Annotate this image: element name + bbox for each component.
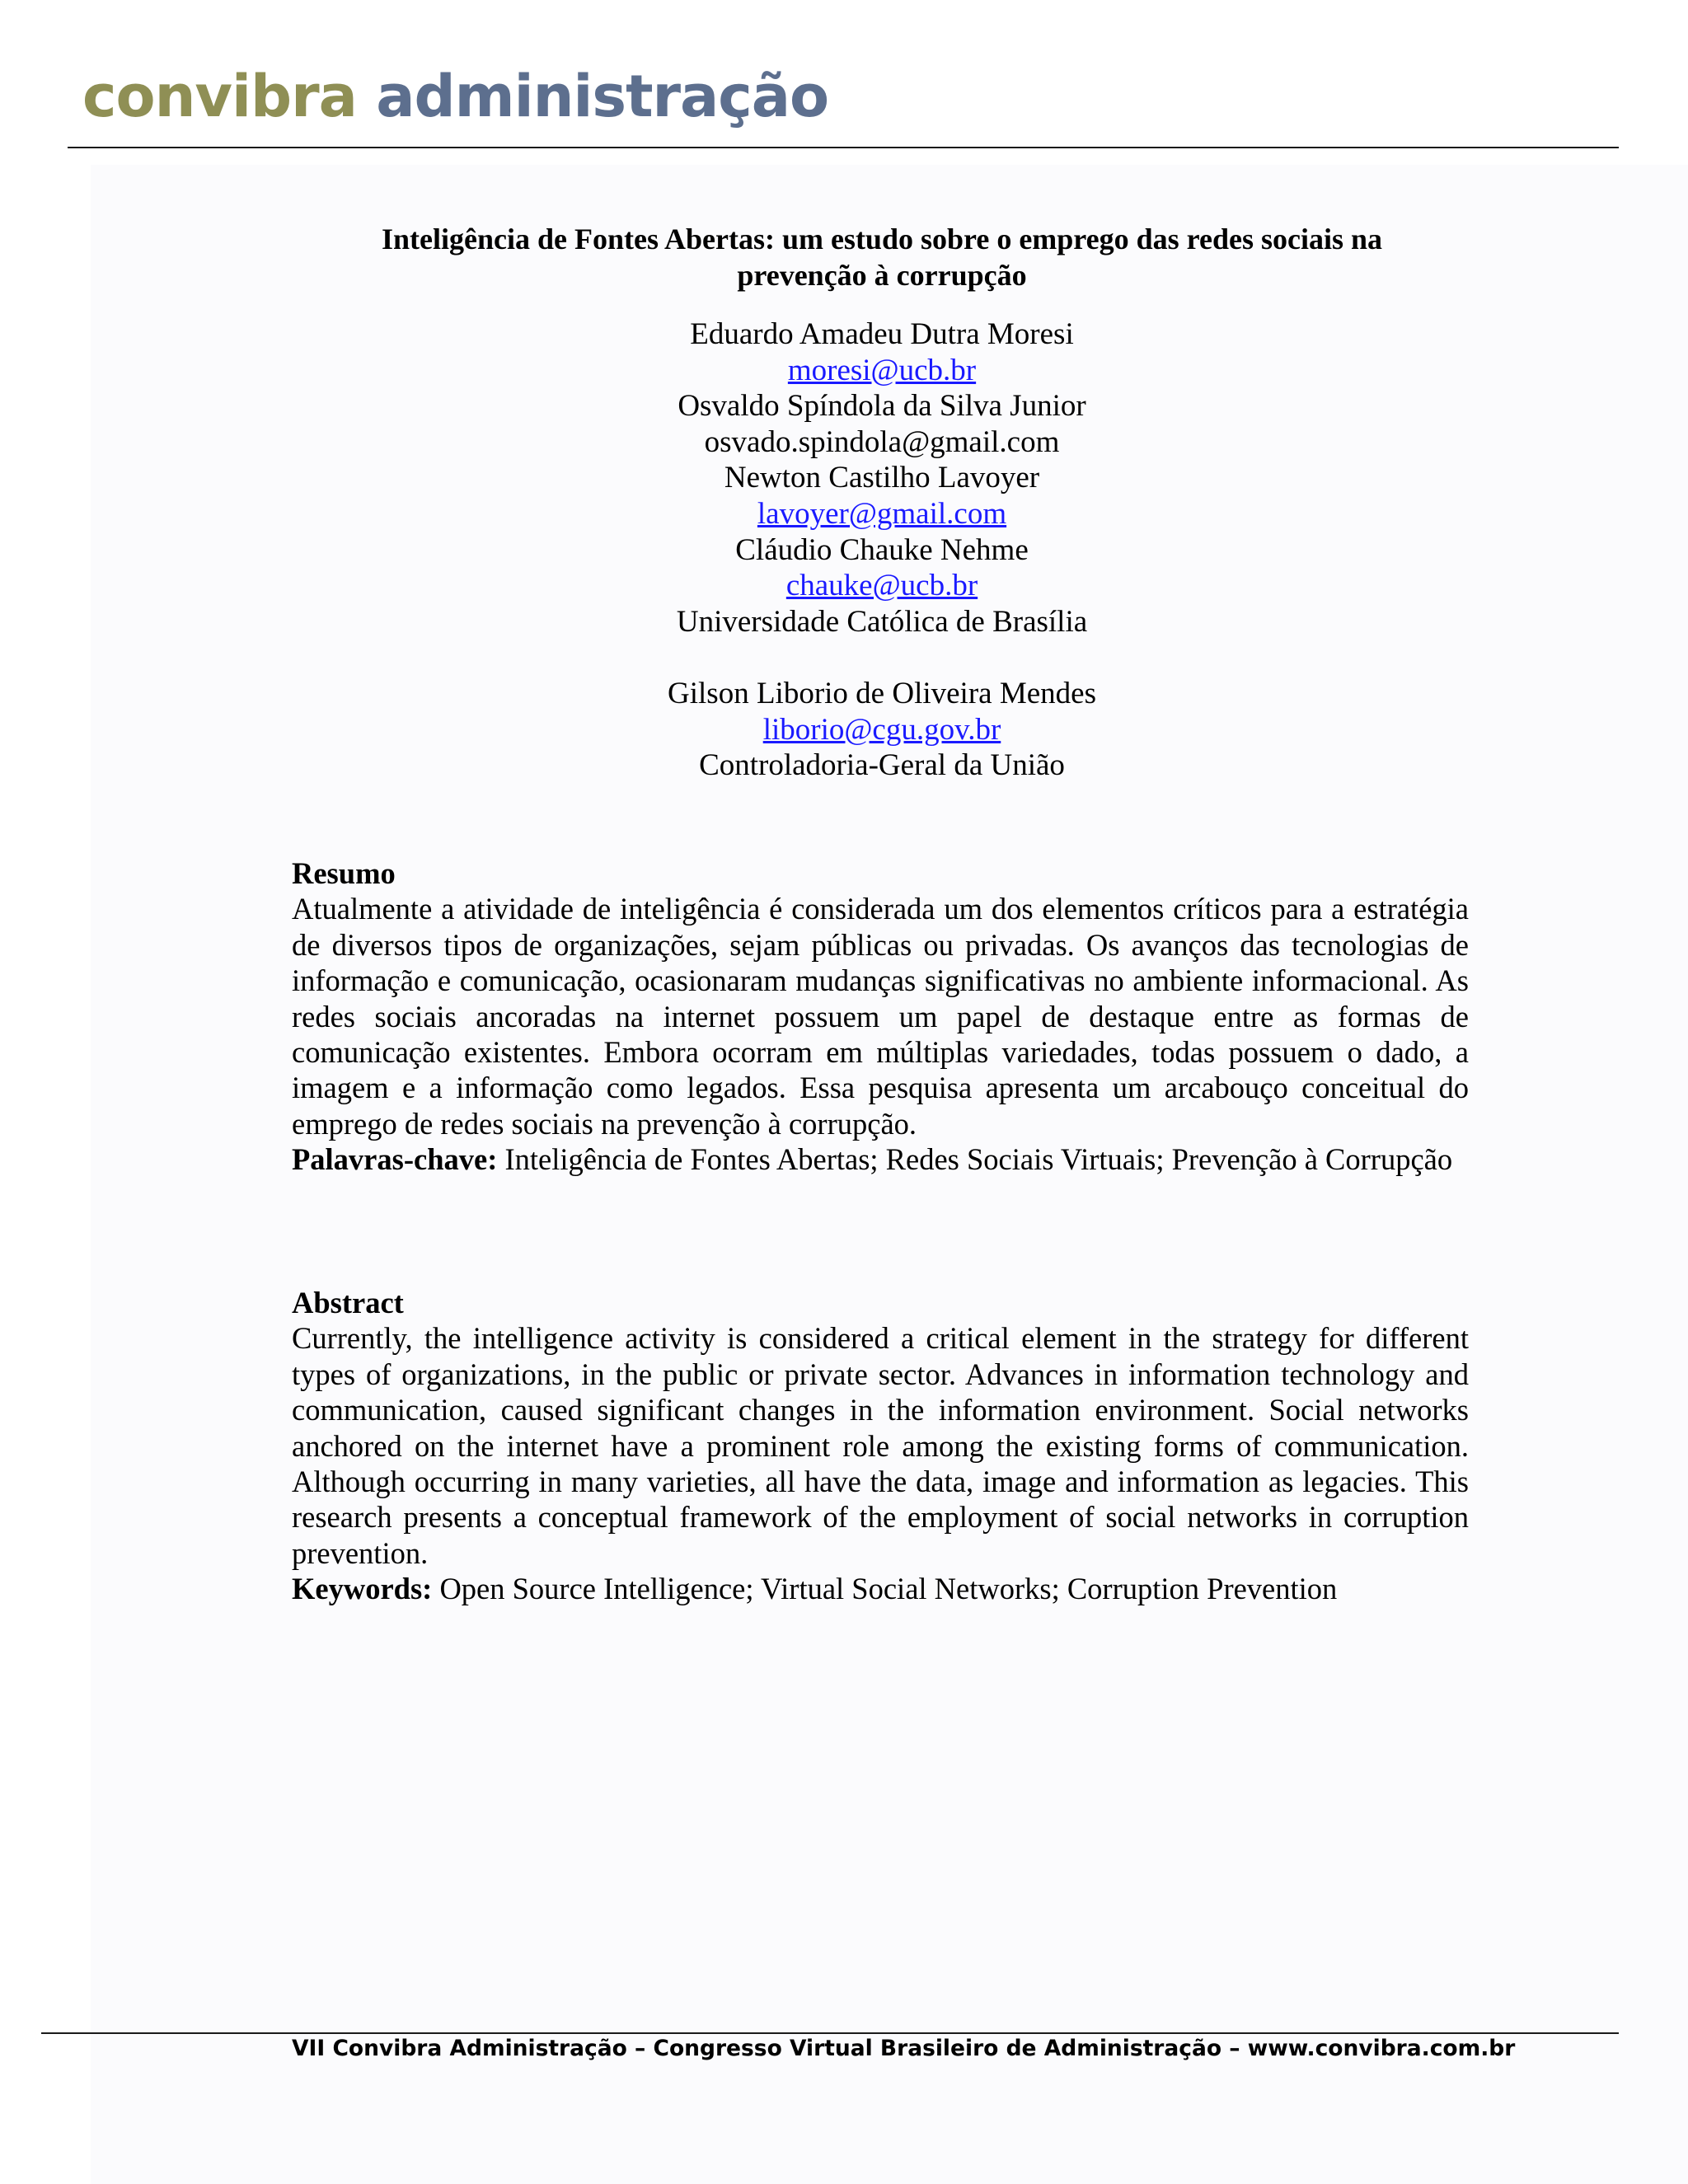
author-name: Eduardo Amadeu Dutra Moresi <box>690 317 1074 351</box>
abstract-body: Currently, the intelligence activity is considered a critical element in the strategy for different types of organizations, in the public or private sector. Advances in information technology and communication, caused significant changes in the information environment. Social networks anchored on the internet have a prominent role among the existing forms of communication. Although occurring in many varieties, all have the data, image and information as legacies. This research presents a conceptual framework of the employment of social networks in corruption prevention. <box>292 1321 1469 1570</box>
header-divider <box>68 147 1619 148</box>
author-block <box>458 316 1306 784</box>
resumo-heading: Resumo <box>292 856 396 890</box>
convibra-logo <box>82 63 829 130</box>
resumo-keywords <box>292 1141 1469 1177</box>
abstract-keywords <box>292 1571 1469 1606</box>
paper-title <box>293 221 1470 293</box>
author-name: Cláudio Chauke Nehme <box>735 532 1029 567</box>
author-affiliation: Controladoria-Geral da União <box>699 748 1065 783</box>
author-email-link[interactable]: lavoyer@gmail.com <box>757 496 1007 531</box>
author-name: Osvaldo Spíndola da Silva Junior <box>678 389 1086 424</box>
author-email-link[interactable]: liborio@cgu.gov.br <box>762 712 1001 747</box>
author-affiliation: Universidade Católica de Brasília <box>676 604 1088 639</box>
author-spacer <box>458 640 1306 676</box>
logo-convibra-text: convibra <box>82 63 357 130</box>
resumo-body: Atualmente a atividade de inteligência é considerada um dos elementos críticos para a estratégia de diversos tipos de organizações, sejam públicas ou privadas. Os avanços das tecnologias de informação e comunicação, ocasionaram mudanças significativas no ambiente informacional. As redes sociais ancoradas na internet possuem um papel de destaque entre as formas de comunicação existentes. Embora ocorram em múltiplas variedades, todas possuem o dado, a imagem e a informação como legados. Essa pesquisa apresenta um arcabouço conceitual do emprego de redes sociais na prevenção à corrupção. <box>292 892 1469 1141</box>
page-footer: VII Convibra Administração – Congresso Virtual Brasileiro de Administração – www.convibra.com.br <box>292 2036 1516 2061</box>
author-name: Newton Castilho Lavoyer <box>724 461 1040 495</box>
abstract-heading: Abstract <box>292 1286 404 1319</box>
abstract-keywords-text: Open Source Intelligence; Virtual Social Networks; Corruption Prevention <box>432 1572 1338 1606</box>
author-email-link[interactable]: chauke@ucb.br <box>785 569 978 603</box>
title-line-2: prevenção à corrupção <box>737 259 1027 292</box>
author-name: Gilson Liborio de Oliveira Mendes <box>668 676 1096 710</box>
title-line-1: Inteligência de Fontes Abertas: um estudo sobre o emprego das redes sociais na <box>382 223 1382 255</box>
author-email-link[interactable]: moresi@ucb.br <box>787 353 977 387</box>
author-email: osvado.spindola@gmail.com <box>704 424 1060 459</box>
resumo-keywords-text: Inteligência de Fontes Abertas; Redes Sociais Virtuais; Prevenção à Corrupção <box>497 1142 1453 1177</box>
abstract-keywords-label: Keywords: <box>292 1572 433 1606</box>
abstract-section <box>292 1285 1469 1607</box>
resumo-keywords-label: Palavras-chave: <box>292 1142 498 1177</box>
resumo-section <box>292 855 1469 1178</box>
logo-administracao-text: administração <box>376 63 829 130</box>
